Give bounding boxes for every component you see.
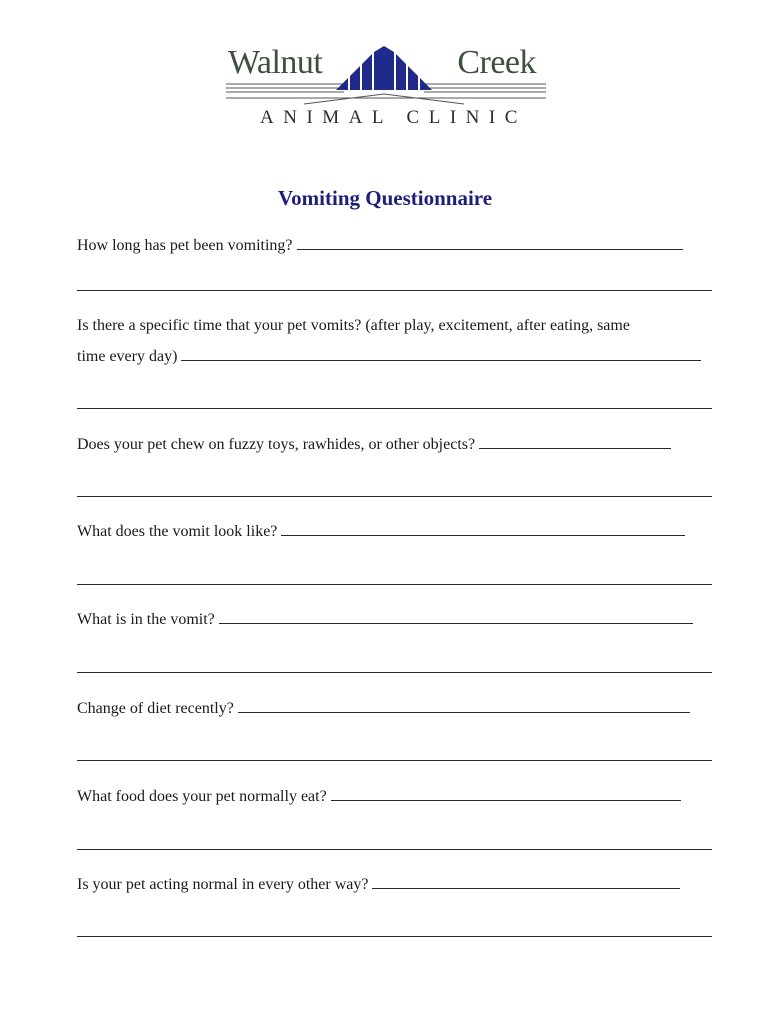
answer-line[interactable] xyxy=(77,290,712,291)
question-label: What does the vomit look like? xyxy=(77,524,278,540)
logo-word-creek: Creek xyxy=(457,44,536,81)
answer-line[interactable] xyxy=(77,496,712,497)
question-label: How long has pet been vomiting? xyxy=(77,238,293,254)
question-appearance xyxy=(77,524,717,540)
logo-subtitle: ANIMAL CLINIC xyxy=(260,107,527,128)
answer-line[interactable] xyxy=(77,760,712,761)
question-label: Is your pet acting normal in every other way? xyxy=(77,877,369,893)
answer-line[interactable] xyxy=(77,936,712,937)
question-label: Does your pet chew on fuzzy toys, rawhides, or other objects? xyxy=(77,437,476,453)
answer-line[interactable] xyxy=(181,359,701,361)
question-timing xyxy=(77,318,717,334)
answer-line[interactable] xyxy=(297,248,683,250)
question-label: What food does your pet normally eat? xyxy=(77,789,327,805)
answer-line[interactable] xyxy=(372,887,680,889)
question-diet-change xyxy=(77,701,717,717)
question-label: Is there a specific time that your pet vomits? (after play, excitement, after eating, same xyxy=(77,318,630,334)
question-contents xyxy=(77,612,717,628)
answer-line[interactable] xyxy=(77,672,712,673)
answer-line[interactable] xyxy=(77,584,712,585)
question-timing-cont xyxy=(77,349,717,365)
question-normal-food xyxy=(77,789,717,805)
question-behavior xyxy=(77,877,717,893)
question-label: time every day) xyxy=(77,349,178,365)
question-duration xyxy=(77,238,717,254)
answer-line[interactable] xyxy=(281,534,685,536)
clinic-logo xyxy=(224,44,548,132)
answer-line[interactable] xyxy=(331,799,681,801)
logo-word-walnut: Walnut xyxy=(228,44,323,81)
question-chewing xyxy=(77,437,717,453)
form-title: Vomiting Questionnaire xyxy=(277,186,493,210)
answer-line[interactable] xyxy=(77,408,712,409)
question-label: Change of diet recently? xyxy=(77,701,234,717)
answer-line[interactable] xyxy=(77,849,712,850)
question-label: What is in the vomit? xyxy=(77,612,215,628)
answer-line[interactable] xyxy=(219,622,693,624)
answer-line[interactable] xyxy=(479,447,671,449)
answer-line[interactable] xyxy=(238,711,690,713)
